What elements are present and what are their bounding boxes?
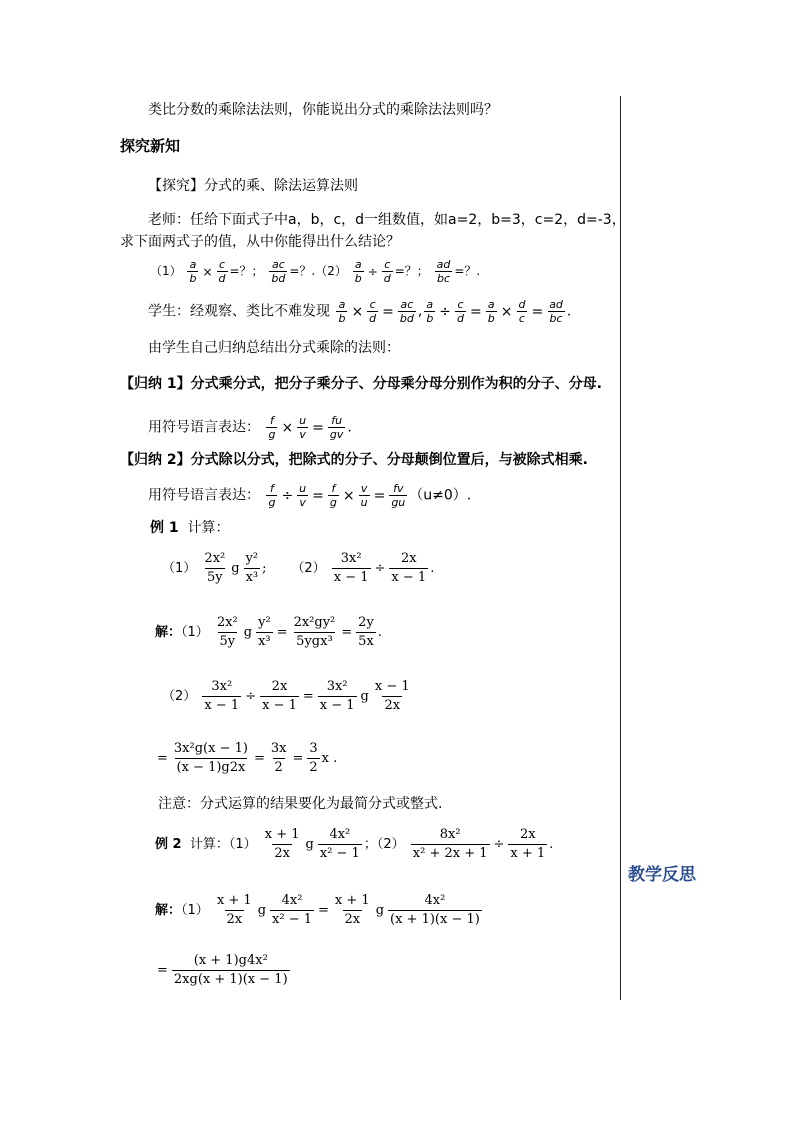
fraction: $\frac{ad}{bc}$ (436, 258, 451, 285)
rule-2 (120, 450, 588, 470)
fraction: $\frac{2x}{x - 1}$ (391, 551, 427, 585)
solution-label: 解： (155, 903, 182, 918)
fraction: $\frac{ad}{bc}$ (549, 298, 563, 325)
rule-1 (120, 374, 602, 394)
column-divider (620, 96, 621, 1000)
q-prefix: （1） (150, 264, 182, 278)
q-end: =？. (454, 264, 481, 278)
fraction: $\frac{\text{4x²}}{\text{x² − 1}}$ (319, 827, 360, 861)
rule-1-text: 分式乘分式，把分子乘分子、分母乘分母分别作为积的分子、分母. (190, 376, 602, 392)
fraction: $\frac{a}{b}$ (189, 258, 197, 285)
section-title: 探究新知 (120, 137, 181, 155)
note-text: 注意：分式运算的结果要化为最简分式或整式. (158, 796, 443, 812)
example-2: 例 2 计算：（1） $\frac{x + 1}{2x}$ g $\frac{\text{4x²}}{\text{x² − 1}}$ ；（2） $\frac{\text{8x²}}{\text{x² + 2x + 1}}$ ÷ $\frac{2x}{x + 1}$ . (155, 827, 554, 861)
side-title: 教学反思 (628, 865, 696, 885)
question-line: （1） $\frac{a}{b}$ × $\frac{c}{d}$ =？； $\frac{ac}{bd}$ =？.（2） $\frac{a}{b}$ ÷ $\frac{c}{d}$ =？； $\frac{ad}{bc}$ =？. (150, 258, 481, 285)
fraction: $\frac{\text{2x²}}{5y}$ (204, 551, 226, 585)
solution-1: 解：（1） $\frac{\text{2x²}}{5y}$ g $\frac{\text{y²}}{\text{x³}}$ = $\frac{\text{2x²gy²}}{\text{5ygx³}}$ = $\frac{2y}{5x}$ . (155, 615, 382, 649)
fraction: $\frac{a}{b}$ (354, 258, 362, 285)
fraction: $\frac{\text{3x²}}{x - 1}$ (319, 679, 355, 713)
fraction: $\frac{f}{g}$ (268, 482, 276, 509)
rule-1-tag: 【归纳 1】 (120, 376, 191, 392)
q-mid: =？； (394, 264, 429, 278)
fraction: $\frac{3}{2}$ (309, 741, 318, 775)
fraction: $\frac{x + 1}{2x}$ (334, 893, 370, 927)
fraction: $\frac{\text{3x²}}{x - 1}$ (204, 679, 240, 713)
fraction: $\frac{f}{g}$ (268, 414, 276, 441)
intro-text: 类比分数的乘除法法则，你能说出分式的乘除法法则吗？ (148, 102, 498, 118)
symbol-label: 用符号语言表达： (148, 487, 260, 504)
explore-heading: 【探究】分式的乘、除法运算法则 (148, 178, 358, 194)
student-line: 学生：经观察、类比不难发现 $\frac{a}{b}$ × $\frac{c}{d}$ = $\frac{ac}{bd}$ , $\frac{a}{b}$ ÷ $\frac{c}{d}$ = $\frac{a}{b}$ × $\frac{d}{c}$ = $\frac{ad}{bc}$ . (148, 298, 572, 325)
fraction: $\frac{\text{4x²}}{(x + 1)(x - 1)}$ (390, 893, 480, 927)
fraction: $\frac{fu}{gv}$ (329, 414, 344, 441)
fraction: $\frac{x + 1}{2x}$ (216, 893, 252, 927)
rule-1-symbol: 用符号语言表达： $\frac{f}{g}$ × $\frac{u}{v}$ = $\frac{fu}{gv}$ . (148, 414, 352, 441)
example-1-label: 例 1 (150, 520, 179, 536)
fraction: $\frac{u}{v}$ (299, 414, 307, 441)
rule-2-condition: （u≠0）. (409, 487, 472, 504)
fraction: $\frac{x - 1}{2x}$ (374, 679, 410, 713)
fraction: $\frac{fv}{gu}$ (391, 482, 406, 509)
fraction: $\frac{a}{b}$ (426, 298, 434, 325)
fraction: $\frac{3x}{2}$ (270, 741, 287, 775)
student-prefix: 学生：经观察、类比不难发现 (148, 303, 330, 320)
symbol-label: 用符号语言表达： (148, 419, 260, 436)
example-2-label: 例 2 (155, 837, 182, 852)
summary-prompt: 由学生自己归纳总结出分式乘除的法则： (148, 340, 400, 356)
solution-2-continued: = $\frac{\text{3x²g(x − 1)}}{(x - 1)g2x}$ = $\frac{3x}{2}$ = $\frac{3}{2}$ x . (157, 741, 338, 775)
fraction: $\frac{u}{v}$ (299, 482, 307, 509)
fraction: $\frac{ac}{bd}$ (399, 298, 414, 325)
solution-3: 解：（1） $\frac{x + 1}{2x}$ g $\frac{\text{4x²}}{\text{x² − 1}}$ = $\frac{x + 1}{2x}$ g $\frac{\text{4x²}}{(x + 1)(x - 1)}$ (155, 893, 480, 927)
teacher-line-1: 老师：任给下面式子中a，b，c，d一组数值，如a=2，b=3，c=2，d=-3， (148, 212, 626, 228)
fraction: $\frac{2y}{5x}$ (358, 615, 374, 649)
example-2-task: 计算：（1） (189, 837, 257, 852)
fraction: $\frac{\text{y²}}{\text{x³}}$ (258, 615, 271, 649)
teacher-line-2: 求下面两式子的值，从中你能得出什么结论？ (120, 234, 400, 250)
fraction: $\frac{a}{b}$ (487, 298, 495, 325)
rule-2-tag: 【归纳 2】 (120, 452, 191, 468)
fraction: $\frac{2x}{x - 1}$ (262, 679, 297, 713)
fraction: $\frac{\text{4x²}}{\text{x² − 1}}$ (272, 893, 313, 927)
rule-2-text: 分式除以分式，把除式的分子、分母颠倒位置后，与被除式相乘. (190, 452, 588, 468)
fraction: $\frac{v}{u}$ (360, 482, 368, 509)
example-2-separator: ；（2） (363, 837, 405, 852)
fraction: $\frac{\text{(x + 1)g4x²}}{2xg(x + 1)(x - 1)}$ (173, 953, 288, 987)
fraction: $\frac{\text{y²}}{\text{x³}}$ (245, 551, 259, 585)
example-1-task: 计算： (187, 520, 230, 536)
fraction: $\frac{d}{c}$ (518, 298, 526, 325)
fraction: $\frac{\text{8x²}}{\text{x² + 2x + 1}}$ (412, 827, 488, 861)
solution-2: （2） $\frac{\text{3x²}}{x - 1}$ ÷ $\frac{2x}{x - 1}$ = $\frac{\text{3x²}}{x - 1}$ g $\frac{x - 1}{2x}$ (162, 679, 410, 713)
q-mid: =？； (229, 264, 264, 278)
fraction: $\frac{a}{b}$ (338, 298, 346, 325)
example-1-heading (150, 518, 230, 538)
fraction: $\frac{2x}{x + 1}$ (510, 827, 546, 861)
fraction: $\frac{\text{2x²}}{5y}$ (216, 615, 238, 649)
fraction: $\frac{c}{d}$ (218, 258, 226, 285)
fraction: $\frac{x + 1}{2x}$ (264, 827, 300, 861)
fraction: $\frac{ac}{bd}$ (271, 258, 286, 285)
fraction: $\frac{c}{d}$ (457, 298, 465, 325)
solution-3-continued: = $\frac{\text{(x + 1)g4x²}}{2xg(x + 1)(x - 1)}$ (157, 953, 288, 987)
rule-2-symbol: 用符号语言表达： $\frac{f}{g}$ ÷ $\frac{u}{v}$ = $\frac{f}{g}$ × $\frac{v}{u}$ = $\frac{fv}{gu}$ （u≠0）. (148, 482, 472, 509)
fraction: $\frac{\text{3x²}}{x - 1}$ (333, 551, 369, 585)
solution-label: 解： (155, 625, 182, 640)
fraction: $\frac{c}{d}$ (383, 258, 391, 285)
fraction: $\frac{c}{d}$ (369, 298, 377, 325)
q-mid: =？.（2） (289, 264, 347, 278)
fraction: $\frac{f}{g}$ (329, 482, 337, 509)
fraction: $\frac{\text{2x²gy²}}{\text{5ygx³}}$ (293, 615, 336, 649)
example-1-problems: （1） $\frac{\text{2x²}}{5y}$ g $\frac{\text{y²}}{\text{x³}}$ ; （2） $\frac{\text{3x²}}{x - 1}$ ÷ $\frac{2x}{x - 1}$ . (162, 551, 435, 585)
fraction: $\frac{\text{3x²g(x − 1)}}{(x - 1)g2x}$ (173, 741, 248, 775)
